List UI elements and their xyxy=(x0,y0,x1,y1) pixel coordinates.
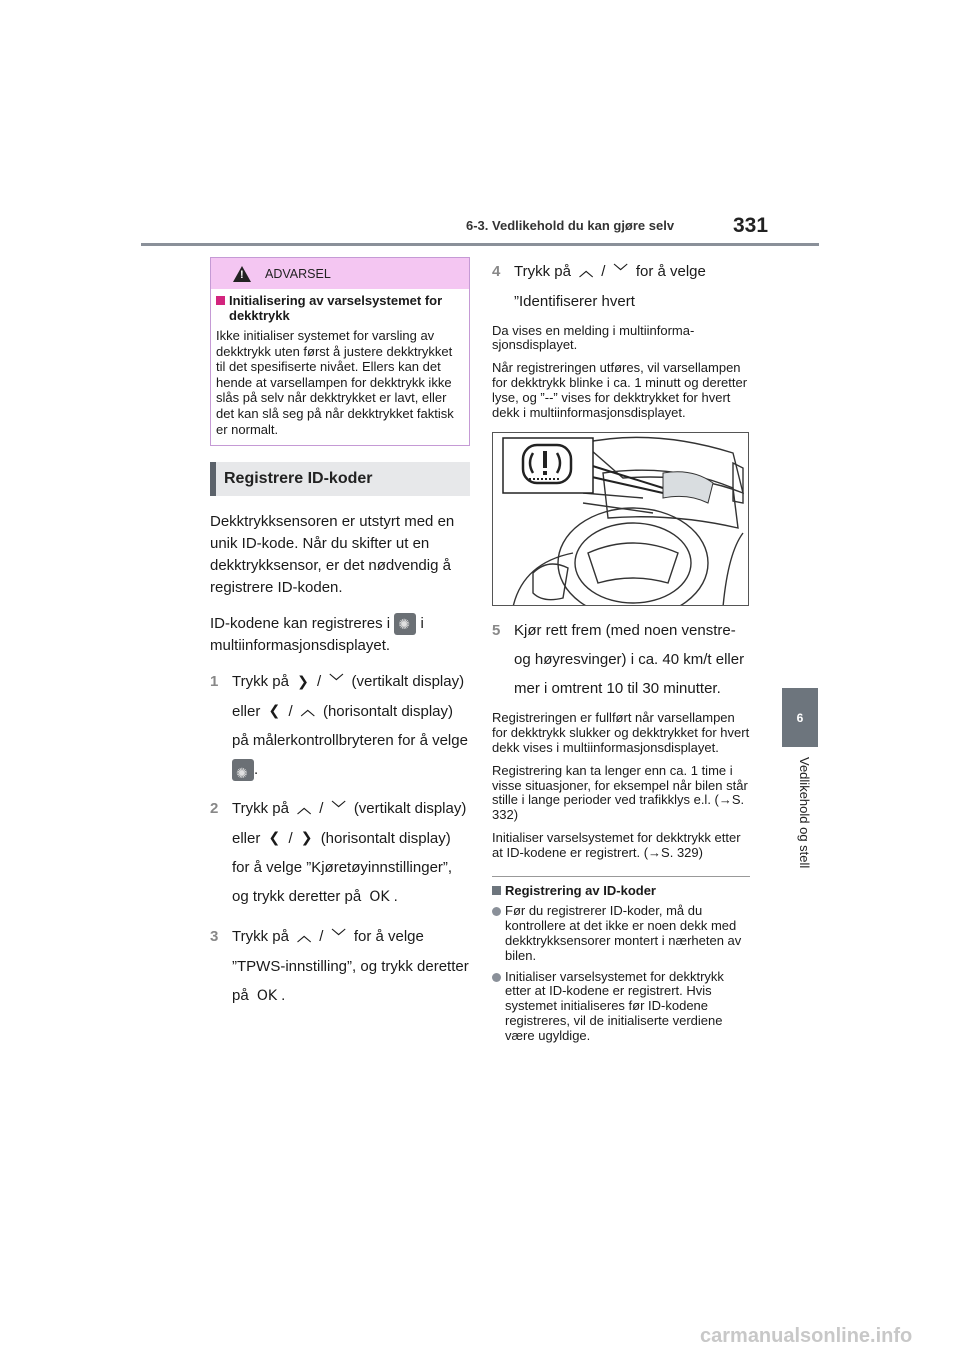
chevron-up-icon: ︿ xyxy=(300,703,315,720)
section-header-title: 6-3. Vedlikehold du kan gjøre selv xyxy=(466,218,675,233)
warning-body xyxy=(211,289,469,445)
step-text: for å velge ”Identifiserer hvert xyxy=(514,263,706,310)
notes-bullet: Før du registrerer ID-koder, må du kontrollere at det ikke er noen dekk med dekktrykksensorer montert i nærheten av bilen. xyxy=(492,904,750,963)
step-text: Trykk på xyxy=(232,928,289,946)
chevron-up-icon: ︿ xyxy=(579,263,594,280)
ok-button-icon: OK xyxy=(256,987,278,1004)
right-column xyxy=(492,257,750,1044)
step-text: Trykk på xyxy=(514,263,571,280)
warning-icon xyxy=(233,266,251,282)
separator: / xyxy=(319,928,324,946)
intro-text-a: ID-kodene kan registreres i xyxy=(210,615,391,633)
step-1 xyxy=(210,667,470,784)
step-number: 5 xyxy=(492,622,501,640)
settings-gear-icon xyxy=(394,613,416,635)
step-text: (horisontalt display) på målerkontrollbryteren for å velge xyxy=(232,702,468,750)
intro-paragraph-2 xyxy=(210,613,470,657)
notes-title: Registrering av ID-koder xyxy=(492,883,750,898)
chevron-down-icon: ﹀ xyxy=(331,928,346,945)
step-end: . xyxy=(281,986,286,1004)
chevron-down-icon: ﹀ xyxy=(329,673,344,690)
settings-gear-icon xyxy=(232,759,254,781)
chevron-right-icon: ❯ xyxy=(300,830,313,847)
step-text: Kjør rett frem (med noen venstre- og høyresvinger) i ca. 40 km/t eller mer i omtrent 10 til 30 minutter. xyxy=(514,622,745,698)
step-4-note-2: Når registreringen utføres, vil varsellampen for dekktrykk blinke i ca. 1 minutt og deretter lyse, og ”--” vises for dekktrykket for hvert dekk i multiinformasjonsdisplayet. xyxy=(492,360,748,420)
separator: / xyxy=(288,829,293,847)
warning-subtitle: Initialisering av varselsystemet for dekktrykk xyxy=(216,293,463,323)
page-number: 331 xyxy=(733,214,769,237)
separator: / xyxy=(288,702,293,720)
intro-text-b: i multiinformasjonsdisplayet. xyxy=(210,615,424,655)
step-text: Trykk på xyxy=(232,673,289,691)
chevron-left-icon: ❮ xyxy=(268,830,281,847)
step-2 xyxy=(210,794,470,912)
watermark: carmanualsonline.info xyxy=(700,1325,913,1347)
intro-paragraph: Dekktrykksensoren er utstyrt med en unik ID-kode. Når du skifter ut en dekktrykksensor, er det nødvendig å registrere ID-koden. xyxy=(210,513,455,597)
chevron-up-icon: ︿ xyxy=(297,928,312,945)
step-5-note-1: Registreringen er fullført når varsellampen for dekktrykk slukker og dekktrykket for hvert dekk vises i multiinformasjonsdisplayet. xyxy=(492,710,750,755)
step-text: for å velge ”TPWS-innstilling”, og trykk deretter på xyxy=(232,928,469,1004)
step-5 xyxy=(492,616,750,703)
step-5-note-3: Initialiser varselsystemet for dekktrykk etter at ID-kodene er registrert. (→S. 329) xyxy=(492,829,741,860)
warning-title: ADVARSEL xyxy=(265,266,331,281)
step-number: 3 xyxy=(210,928,219,946)
step-5-note-2: Registrering kan ta lenger enn ca. 1 time i visse situasjoner, for eksempel når bilen står stille i lange perioder ved trafikklys e.l. (→S. 332) xyxy=(492,762,748,823)
chevron-down-icon: ﹀ xyxy=(613,263,628,280)
step-4-note-1: Da vises en melding i multiinformasjonsdisplayet. xyxy=(492,322,695,353)
dashboard-illustration xyxy=(492,432,749,606)
chevron-down-icon: ﹀ xyxy=(331,800,346,817)
separator: / xyxy=(601,263,606,280)
step-text: (vertikalt display) eller xyxy=(232,800,467,847)
step-3 xyxy=(210,922,470,1011)
dashboard-drawing xyxy=(493,433,749,606)
chapter-number: 6 xyxy=(796,710,804,725)
step-number: 2 xyxy=(210,800,219,818)
separator: / xyxy=(317,673,322,691)
section-title: Registrere ID-koder xyxy=(210,462,470,496)
warning-box xyxy=(210,257,470,446)
left-column xyxy=(210,257,470,1011)
step-text: (vertikalt display) eller xyxy=(232,673,465,720)
chevron-up-icon: ︿ xyxy=(297,800,312,817)
separator: / xyxy=(319,800,324,818)
chevron-right-icon: ❯ xyxy=(297,673,309,690)
step-number: 4 xyxy=(492,263,501,280)
header-rule xyxy=(141,243,819,246)
warning-text: Ikke initialiser systemet for varsling av dekktrykk uten først å justere dekktrykket til det spesifiserte nivået. Ellers kan det hende at varsellampen for dekktrykk ikke slås på selv når dekktrykket er lavt, eller det kan slå seg på når dekktrykket faktisk er normalt. xyxy=(216,328,454,437)
step-text: Trykk på xyxy=(232,800,289,818)
chevron-left-icon: ❮ xyxy=(268,703,281,720)
step-end: . xyxy=(254,761,259,779)
step-end: . xyxy=(393,888,398,906)
divider xyxy=(492,876,750,877)
step-number: 1 xyxy=(210,673,219,691)
notes-bullet: Initialiser varselsystemet for dekktrykk etter at ID-kodene er registrert. Hvis systemet initialiseres før ID-kodene registreres, vil de initialiserte verdiene være ugyldige. xyxy=(492,970,750,1044)
ok-button-icon: OK xyxy=(369,889,390,906)
step-4 xyxy=(492,257,750,316)
chapter-label: Vedlikehold og stell xyxy=(797,757,812,869)
warning-header xyxy=(211,258,469,289)
chapter-tab[interactable] xyxy=(782,688,818,747)
step-text: (horisontalt display) for å velge ”Kjøretøyinnstillinger”, og trykk deretter på xyxy=(232,829,453,906)
